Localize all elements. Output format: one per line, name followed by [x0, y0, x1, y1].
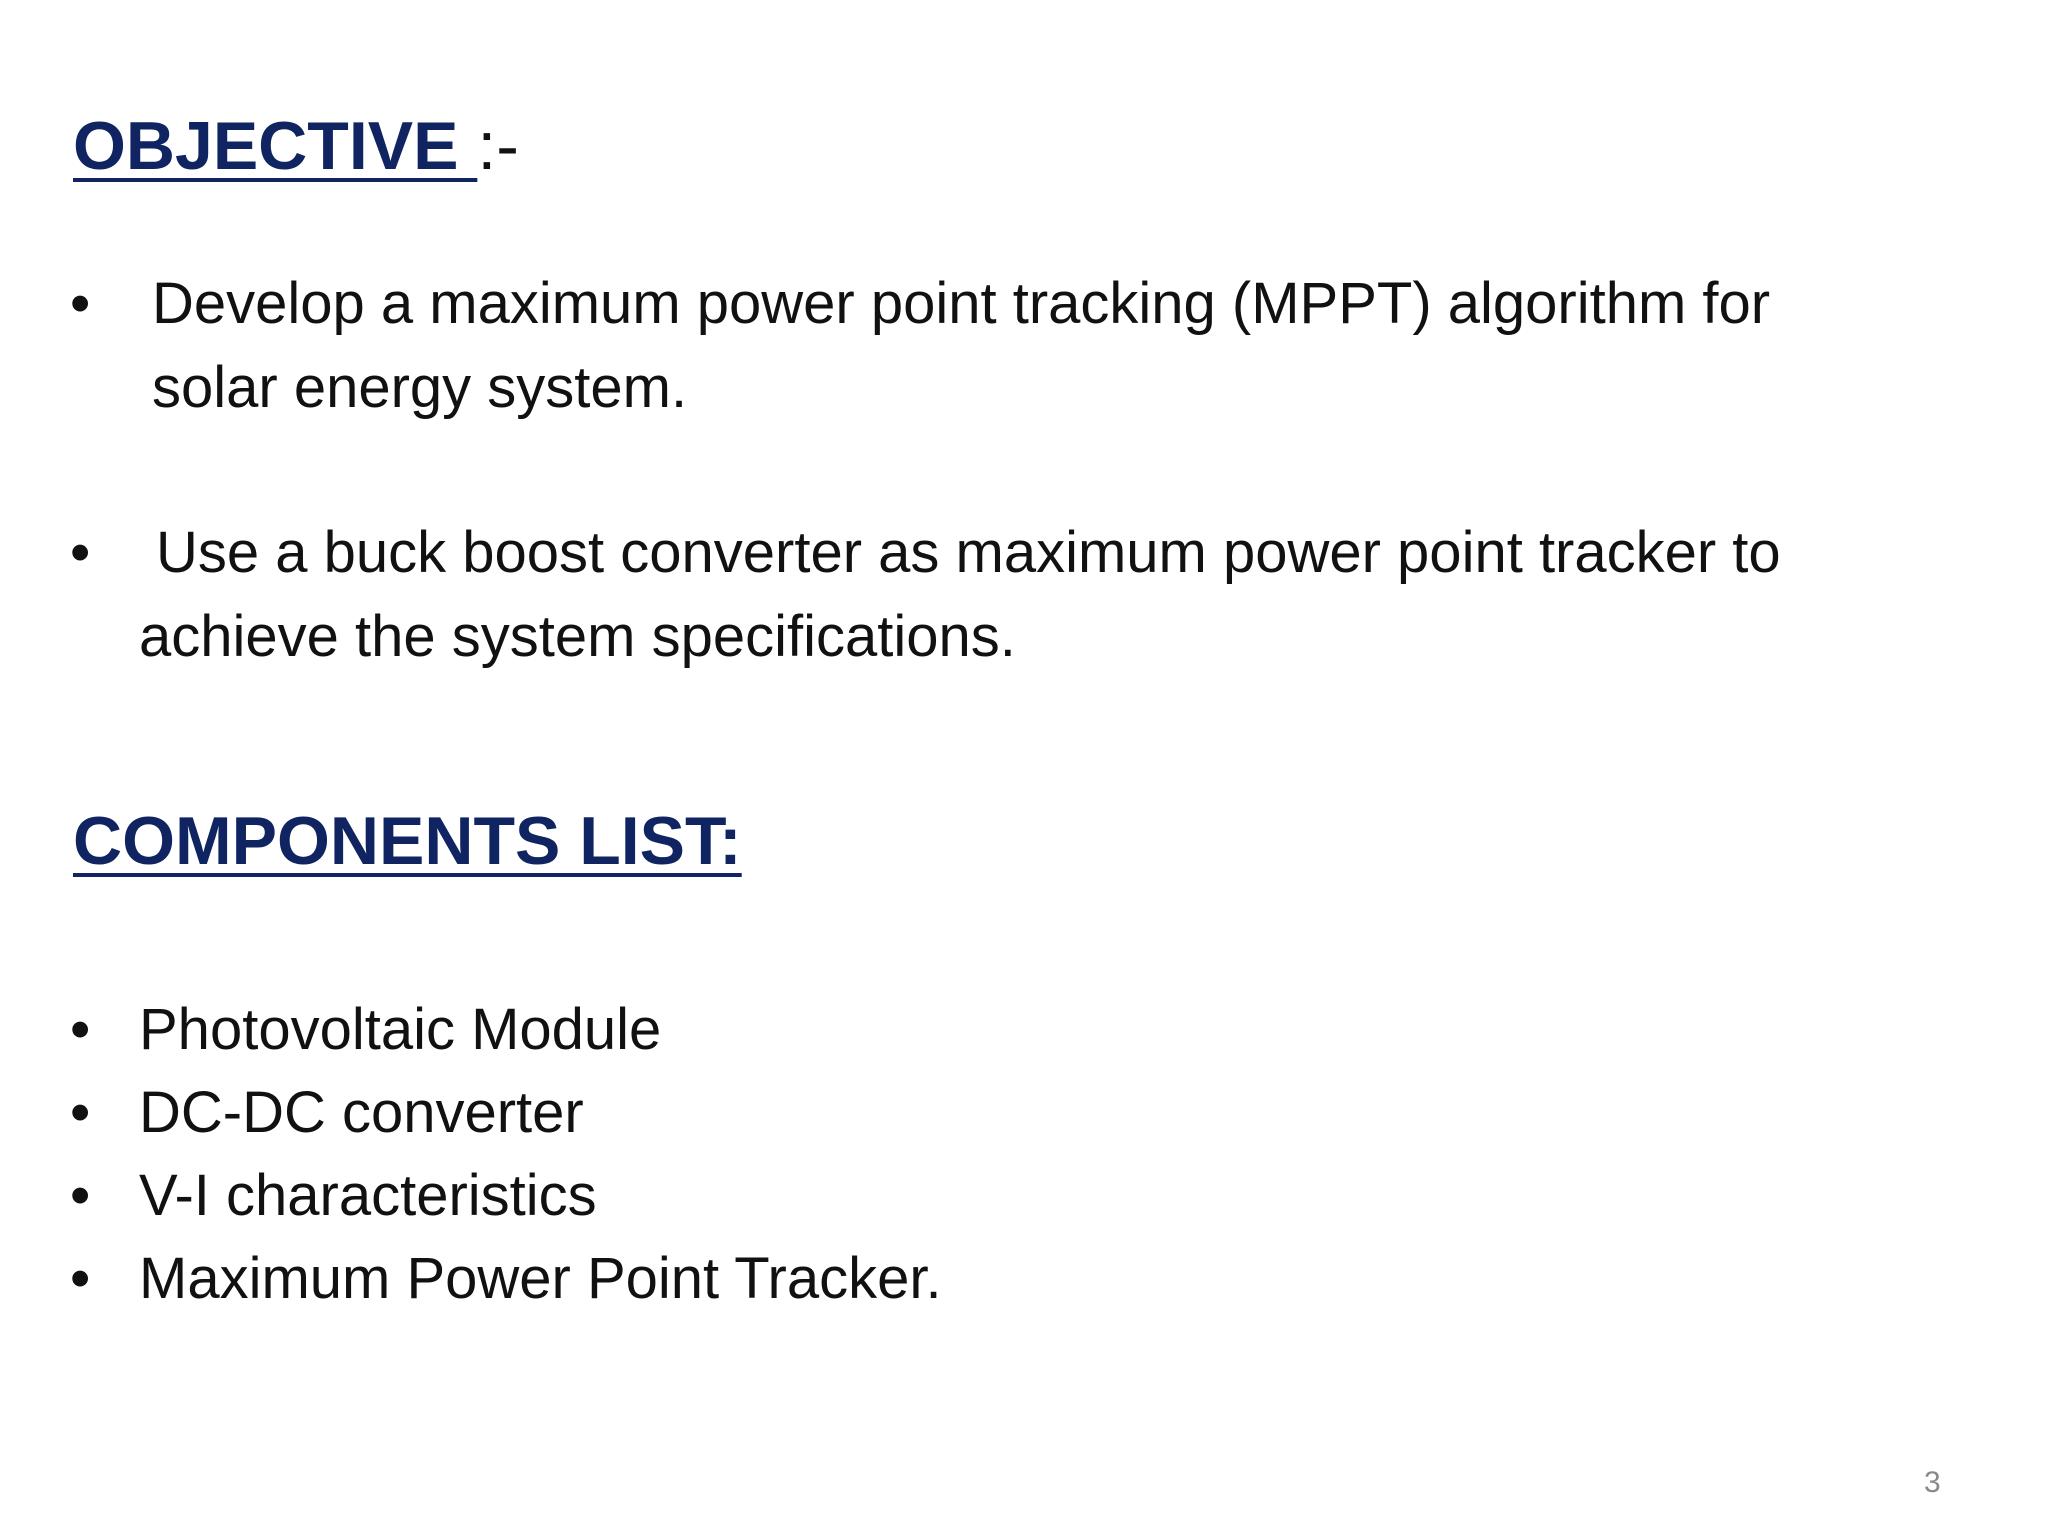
objective-heading	[73, 108, 519, 184]
bullet-dot: •	[70, 1246, 91, 1311]
objective-item-2-line-2: achieve the system specifications.	[139, 604, 1016, 669]
component-item-1: Photovoltaic Module	[139, 997, 662, 1062]
objective-item-1-line-1: Develop a maximum power point tracking (MPPT) algorithm for	[152, 271, 1771, 336]
bullet-dot: •	[70, 1080, 91, 1145]
objective-heading-suffix: :-	[477, 108, 519, 184]
objective-bullet-dot-2: •	[70, 520, 91, 585]
component-item-4: Maximum Power Point Tracker.	[139, 1246, 942, 1311]
components-heading-text: COMPONENTS LIST:	[73, 803, 742, 879]
component-item-3: V-I characteristics	[139, 1163, 597, 1228]
component-item-2: DC-DC converter	[139, 1080, 584, 1145]
bullet-dot: •	[70, 997, 91, 1062]
objective-heading-text: OBJECTIVE	[73, 108, 478, 184]
bullet-dot: •	[70, 1163, 91, 1228]
objective-bullet-dot-1: •	[70, 271, 91, 336]
objective-item-1-line-2: solar energy system.	[152, 355, 688, 420]
objective-item-2-line-1: Use a buck boost converter as maximum power point tracker to	[156, 520, 1781, 585]
components-heading	[73, 803, 742, 879]
page-number: 3	[1924, 1466, 1941, 1499]
